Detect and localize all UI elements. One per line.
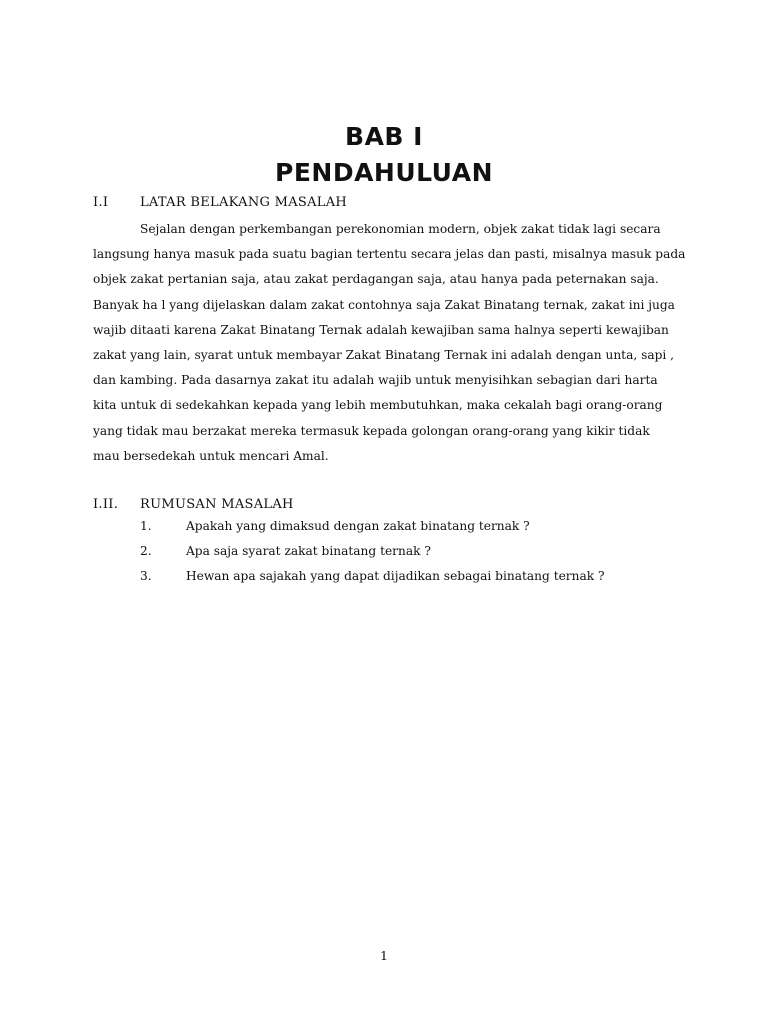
paragraph-line: dan kambing. Pada dasarnya zakat itu adalah wajib untuk menyisihkan sebagian dari harta (93, 373, 658, 388)
paragraph-line: mau bersedekah untuk mencari Amal. (93, 448, 329, 463)
list-item-text: Apa saja syarat zakat binatang ternak ? (186, 544, 431, 558)
paragraph-line: Sejalan dengan perkembangan perekonomian modern, objek zakat tidak lagi secara (140, 222, 661, 236)
section-title: LATAR BELAKANG MASALAH (140, 195, 348, 210)
chapter-title: PENDAHULUAN (275, 158, 493, 187)
paragraph-line: objek zakat pertanian saja, atau zakat perdagangan saja, atau hanya pada peternakan saja. (93, 272, 659, 287)
paragraph-line: Banyak ha l yang dijelaskan dalam zakat contohnya saja Zakat Binatang ternak, zakat ini juga (93, 297, 675, 312)
list-item-number: 1. (140, 519, 152, 533)
list-item-text: Apakah yang dimaksud dengan zakat binatang ternak ? (186, 519, 530, 533)
list-item-number: 2. (140, 544, 152, 558)
paragraph-line: zakat yang lain, syarat untuk membayar Zakat Binatang Ternak ini adalah dengan unta, sapi , (93, 348, 675, 363)
page-number: 1 (380, 948, 388, 963)
section-number: I.I (93, 195, 109, 210)
list-item-text: Hewan apa sajakah yang dapat dijadikan sebagai binatang ternak ? (186, 569, 605, 583)
list-item (93, 544, 693, 569)
paragraph-line: wajib ditaati karena Zakat Binatang Ternak adalah kewajiban sama halnya seperti kewajiban (93, 322, 669, 337)
problem-list (93, 519, 693, 594)
list-item-number: 3. (140, 569, 152, 583)
list-item (93, 519, 693, 544)
section-number: I.II. (93, 497, 119, 512)
paragraph-line: yang tidak mau berzakat mereka termasuk kepada golongan orang-orang yang kikir tidak (93, 423, 650, 438)
chapter-number: BAB I (345, 122, 423, 151)
paragraph-line: langsung hanya masuk pada suatu bagian tertentu secara jelas dan pasti, misalnya masuk pada (93, 247, 686, 262)
paragraph-line: kita untuk di sedekahkan kepada yang lebih membutuhkan, maka cekalah bagi orang-orang (93, 398, 663, 413)
background-paragraph (93, 217, 686, 469)
list-item (93, 569, 693, 594)
section-title: RUMUSAN MASALAH (140, 497, 294, 512)
